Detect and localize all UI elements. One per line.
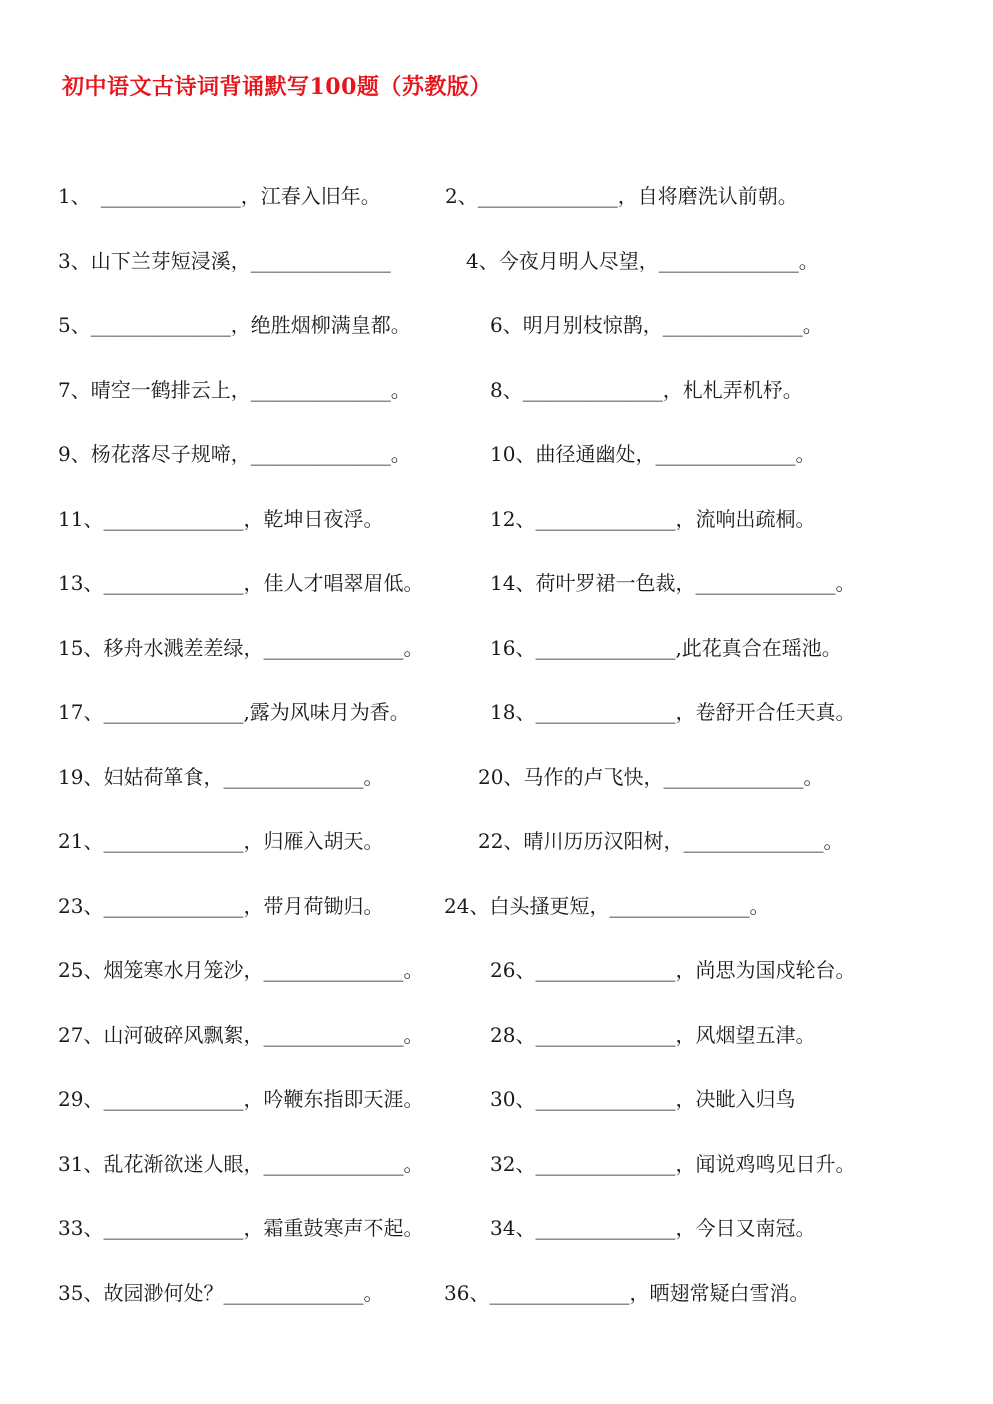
- question-right: 20、马作的卢飞快，______________。: [478, 764, 824, 789]
- question-right: 4、今夜月明人尽望，______________。: [466, 248, 819, 273]
- question-right: 22、晴川历历汉阳树，______________。: [478, 829, 844, 853]
- question-left: 21、______________，归雁入胡天。: [58, 829, 384, 853]
- question-left: 5、______________，绝胜烟柳满皇都。: [58, 313, 411, 337]
- question-left: 7、晴空一鹤排云上，______________。: [58, 377, 411, 402]
- question-row: [58, 952, 958, 1017]
- question-left: 25、烟笼寒水月笼沙，______________。: [58, 958, 424, 982]
- question-row: [58, 1210, 958, 1275]
- question-right: 10、曲径通幽处，______________。: [490, 442, 816, 466]
- question-row: [58, 1275, 958, 1340]
- question-row: [58, 1081, 958, 1146]
- question-right: 24、白头搔更短，______________。: [444, 893, 770, 918]
- question-right: 14、荷叶罗裙一色裁，______________。: [490, 571, 856, 595]
- question-right: 26、______________，尚思为国戍轮台。: [490, 958, 856, 982]
- question-left: 31、乱花渐欲迷人眼，______________。: [58, 1151, 424, 1176]
- question-row: [58, 565, 958, 630]
- question-list: [58, 178, 958, 1339]
- question-row: [58, 243, 958, 308]
- question-right: 6、明月别枝惊鹊，______________。: [490, 313, 823, 337]
- question-row: [58, 823, 958, 888]
- page-title: 初中语文古诗词背诵默写100题（苏教版）: [62, 74, 492, 100]
- question-row: [58, 888, 958, 953]
- question-right: 12、______________，流响出疏桐。: [490, 506, 816, 531]
- question-row: [58, 501, 958, 566]
- question-left: 23、______________，带月荷锄归。: [58, 893, 384, 918]
- question-row: [58, 372, 958, 437]
- question-right: 32、______________，闻说鸡鸣见日升。: [490, 1151, 856, 1176]
- question-row: [58, 694, 958, 759]
- question-row: [58, 1146, 958, 1211]
- question-right: 8、______________，札札弄机杼。: [490, 377, 803, 402]
- question-row: [58, 178, 958, 243]
- question-left: 1、 ______________，江春入旧年。: [58, 184, 381, 208]
- question-left: 35、故园渺何处？______________。: [58, 1280, 384, 1305]
- question-right: 28、______________，风烟望五津。: [490, 1022, 816, 1047]
- question-left: 13、______________，佳人才唱翠眉低。: [58, 571, 424, 595]
- question-right: 36、______________，晒翅常疑白雪消。: [444, 1280, 810, 1305]
- question-right: 16、______________,此花真合在瑶池。: [490, 635, 842, 660]
- question-right: 34、______________，今日又南冠。: [490, 1216, 816, 1240]
- question-left: 3、山下兰芽短浸溪，______________: [58, 248, 391, 273]
- question-left: 27、山河破碎风飘絮，______________。: [58, 1022, 424, 1047]
- question-left: 33、______________，霜重鼓寒声不起。: [58, 1216, 424, 1240]
- question-right: 30、______________，决眦入归鸟: [490, 1087, 796, 1111]
- question-left: 11、______________，乾坤日夜浮。: [58, 506, 384, 531]
- question-row: [58, 759, 958, 824]
- question-row: [58, 307, 958, 372]
- question-row: [58, 436, 958, 501]
- question-row: [58, 630, 958, 695]
- question-row: [58, 1017, 958, 1082]
- question-left: 29、______________，吟鞭东指即天涯。: [58, 1087, 424, 1111]
- question-left: 19、妇姑荷箪食，______________。: [58, 764, 384, 789]
- question-left: 15、移舟水溅差差绿，______________。: [58, 635, 424, 660]
- question-left: 17、______________,露为风味月为香。: [58, 700, 410, 724]
- question-right: 18、______________，卷舒开合任天真。: [490, 700, 856, 724]
- question-right: 2、______________，自将磨洗认前朝。: [445, 184, 798, 208]
- question-left: 9、杨花落尽子规啼，______________。: [58, 442, 411, 466]
